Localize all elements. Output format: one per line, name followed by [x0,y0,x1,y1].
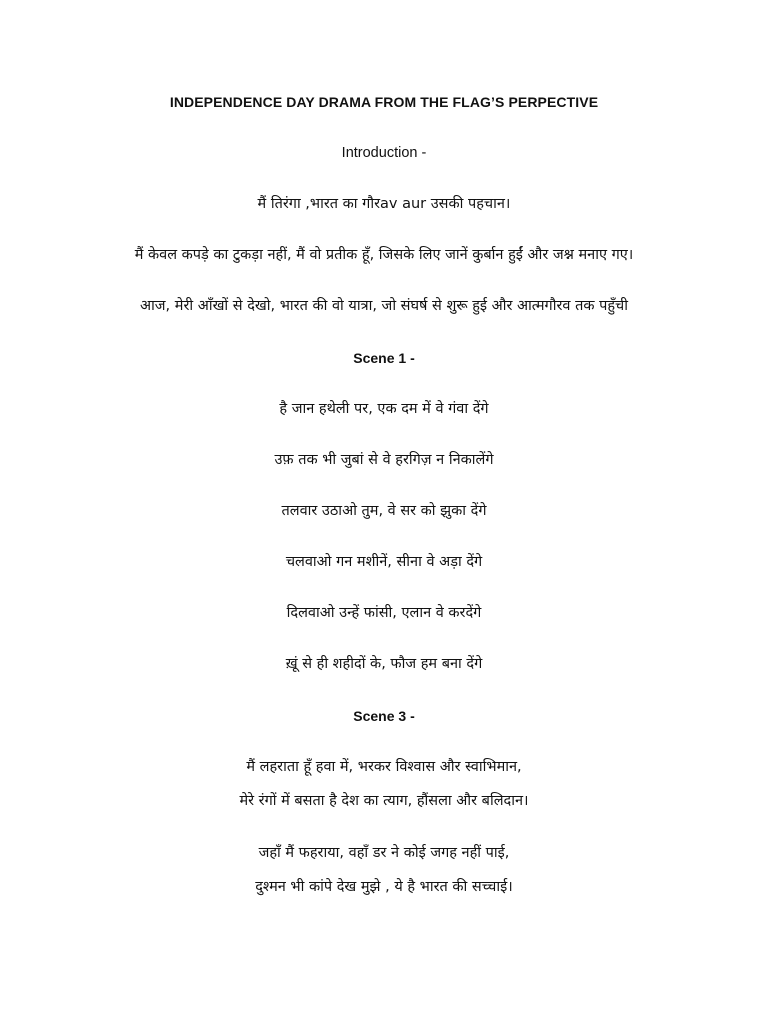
scene-1-line-3: तलवार उठाओ तुम, वे सर को झुका देंगे [281,503,487,519]
scene-3-line-1: मैं लहराता हूँ हवा में, भरकर विश्वास और स्वाभिमान, [246,759,522,775]
intro-line-3: आज, मेरी आँखों से देखो, भारत की वो यात्रा, जो संघर्ष से शुरू हुई और आत्मगौरव तक पहुँची [139,298,628,314]
scene-1-line-5: दिलवाओ उन्हें फांसी, एलान वे करदेंगे [286,605,482,621]
scene-1-line-6: ख़ूं से ही शहीदों के, फौज हम बना देंगे [285,656,483,672]
scene-1-line-2: उफ़ तक भी जुबां से वे हरगिज़ न निकालेंगे [274,452,494,468]
scene-3-line-2: मेरे रंगों में बसता है देश का त्याग, हौंसला और बलिदान। [239,793,529,809]
document-title: INDEPENDENCE DAY DRAMA FROM THE FLAG’S PERPECTIVE [169,94,599,110]
scene-3-heading: Scene 3 - [353,708,415,724]
intro-line-2: मैं केवल कपड़े का टुकड़ा नहीं, मैं वो प्रतीक हूँ, जिसके लिए जानें कुर्बान हुईं और जश्न मनाए गए। [134,247,634,263]
scene-3-line-4: दुश्मन भी कांपे देख मुझे , ये है भारत की सच्चाई। [255,879,513,895]
intro-line-1: मैं तिरंगा ,भारत का गौरav aur उसकी पहचान। [257,196,511,212]
scene-1-heading: Scene 1 - [353,350,415,366]
scene-3-line-3: जहाँ मैं फहराया, वहाँ डर ने कोई जगह नहीं पाई, [258,845,510,861]
introduction-heading: Introduction - [341,145,427,161]
scene-1-line-4: चलवाओ गन मशीनें, सीना वे अड़ा देंगे [285,554,483,570]
scene-1-line-1: है जान हथेली पर, एक दम में वे गंवा देंगे [279,401,489,417]
